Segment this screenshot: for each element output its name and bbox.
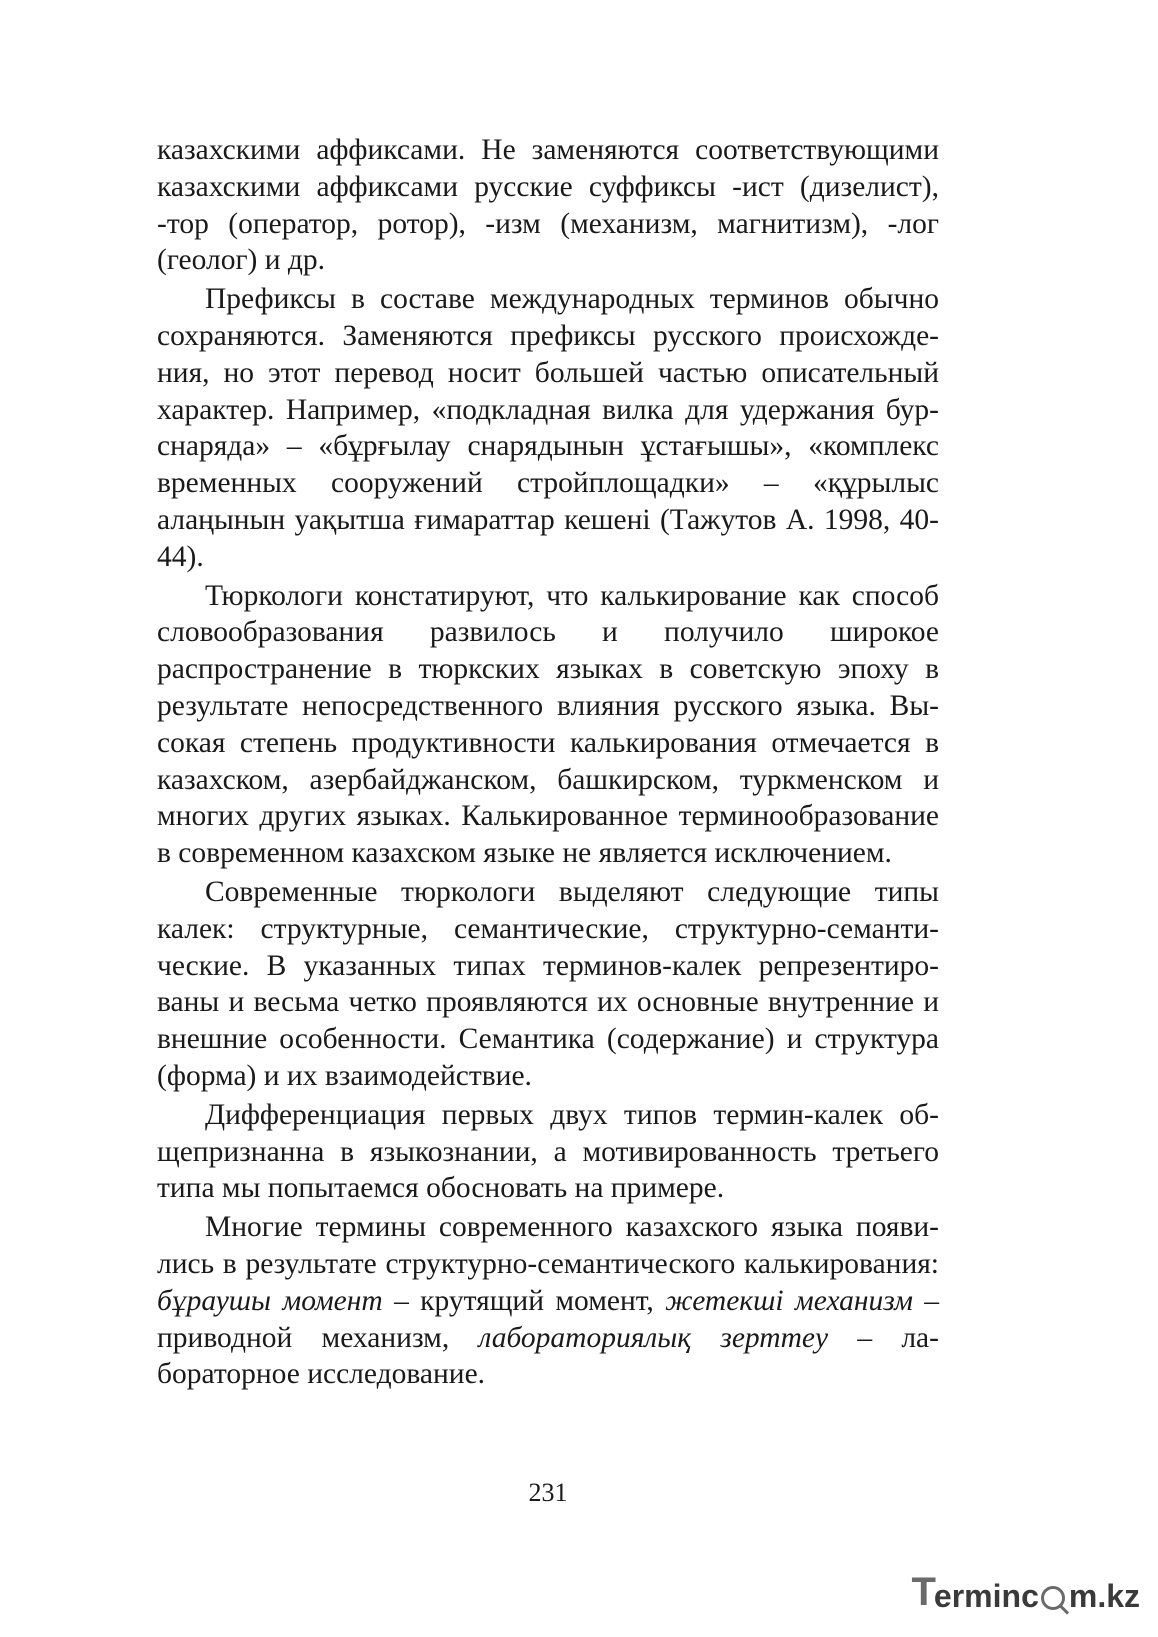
paragraph-4: Современные тюркологи выделяют следующие типы калек: структурные, семантические, структурно-семантические. В указанных типах терминов-калек репрезентированы и весьма четко проявляются их основные внутренние и внешние особенности. Семантика (содержание) и структура (форма) и их взаимодействие.: [157, 875, 939, 1092]
page-number: 231: [528, 1478, 568, 1507]
watermark-end: m.kz: [1068, 1578, 1140, 1614]
watermark-c: c: [1021, 1578, 1039, 1614]
termincom-watermark-logo: [911, 1570, 1140, 1615]
body-text: [157, 132, 939, 1395]
magnifier-icon: [1041, 1586, 1065, 1610]
paragraph-5: Дифференциация первых двух типов термин-калек общепризнанна в языкознании, а мотивированность третьего типа мы попытаемся обосновать на примере.: [157, 1098, 939, 1205]
paragraph-2: Префиксы в составе международных терминов обычно сохраняются. Заменяются префиксы русского происхождения, но этот перевод носит большей частью описательный характер. Например, «подкладная вилка для удержания бур-снаряда» – «бұрғылау снарядынын ұстағышы», «комплекс временных сооружений стройплощадки» – «құрылыс алаңынын уақытша ғимараттар кешені (Тажутов А. 1998, 40-44).: [157, 283, 939, 573]
watermark-middle: ermin: [933, 1578, 1022, 1614]
watermark-initial: T: [911, 1570, 936, 1614]
paragraph-6: Многие термины современного казахского языка появились в результате структурно-семантического калькирования: бұраушы момент – крутящий момент, жетекші механизм – приводной механизм, лабораториялық зерттеу – лабораторное исследование.: [157, 1211, 940, 1391]
paragraph-1: казахскими аффиксами. Не заменяются соответствующими казахскими аффиксами русские суффиксы -ист (дизелист), -тор (оператор, ротор), -изм (механизм, магнитизм), -лог (геолог) и др.: [157, 134, 939, 277]
paragraph-3: Тюркологи констатируют, что калькирование как способ словообразования развилось и получило широкое распространение в тюркских языках в советскую эпоху в результате непосредственного влияния русского языка. Высокая степень продуктивности калькирования отмечается в казахском, азербайджанском, башкирском, туркменском и многих других языках. Калькированное терминообразование в современном казахском языке не является исключением.: [157, 579, 939, 870]
